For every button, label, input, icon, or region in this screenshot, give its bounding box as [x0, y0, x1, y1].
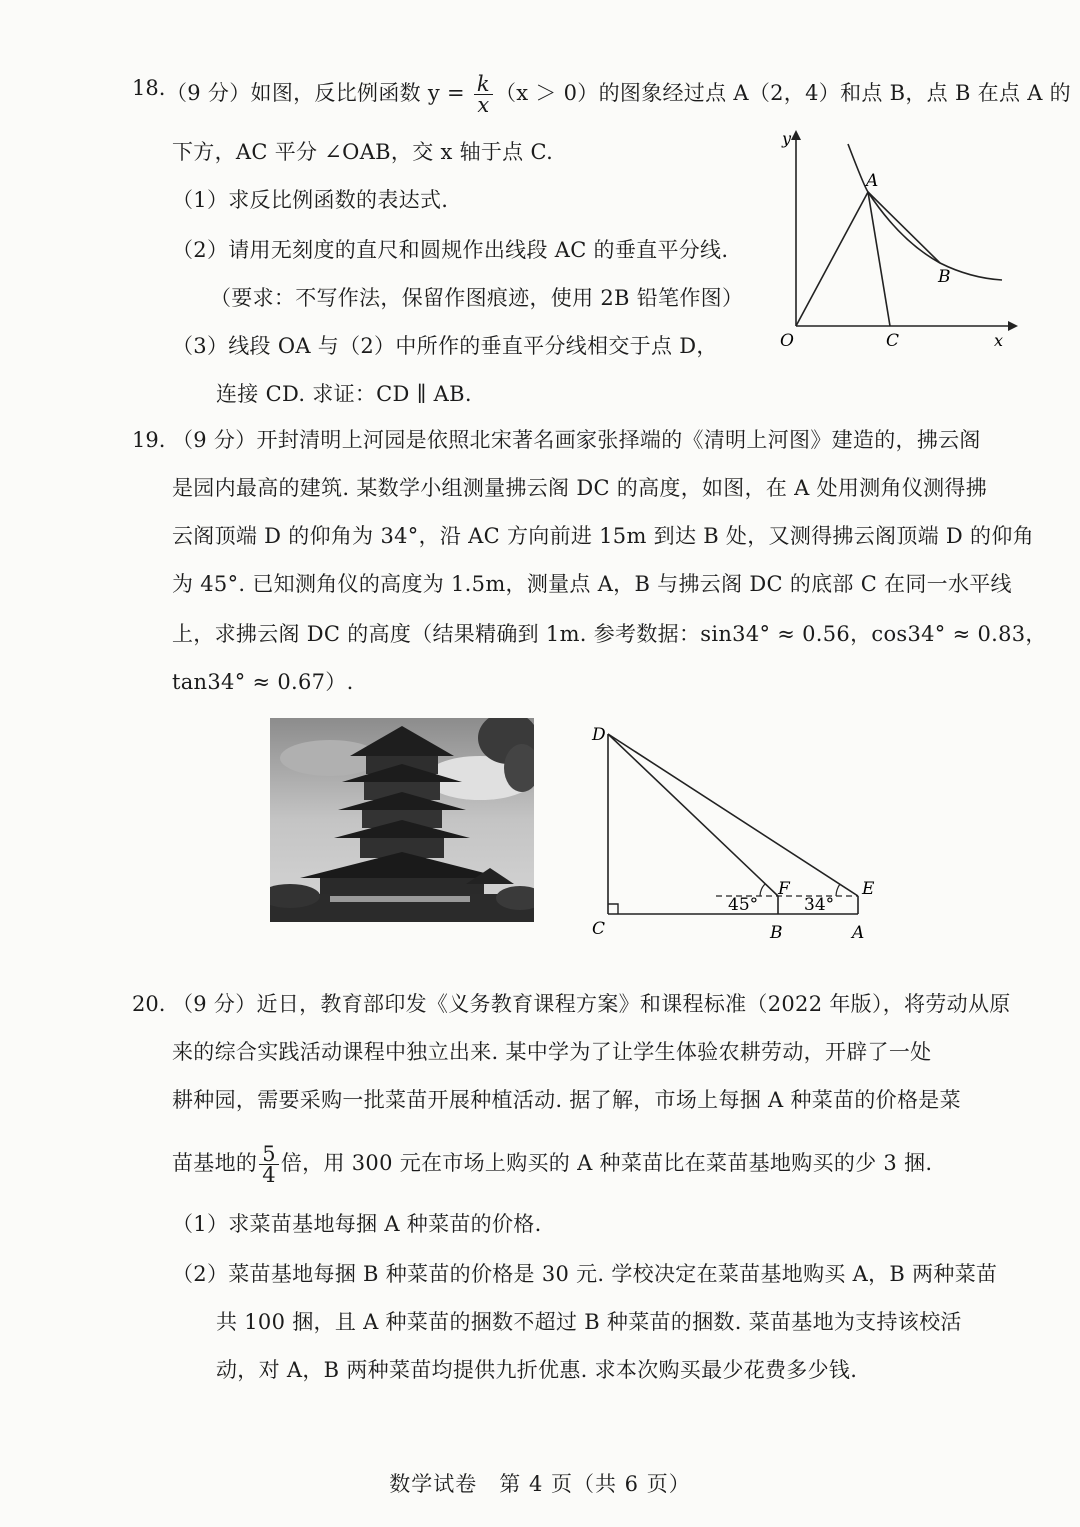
question-20-line-1: （9 分）近日，教育部印发《义务教育课程方案》和课程标准（2022 年版），将劳动从原	[172, 992, 1011, 1016]
question-19-line-5: 上，求拂云阁 DC 的高度（结果精确到 1m. 参考数据：sin34° ≈ 0.56，cos34° ≈ 0.83，	[172, 622, 1047, 646]
label-D: D	[592, 725, 606, 745]
question-18-text-b: （x ＞ 0）的图象经过点 A（2，4）和点 B，点 B 在点 A 的	[494, 81, 1071, 105]
x-axis-arrow	[1008, 321, 1018, 331]
question-20-line-3: 耕种园，需要采购一批菜苗开展种植活动. 据了解，市场上每捆 A 种菜苗的价格是菜	[172, 1088, 961, 1112]
angle-arc-34	[836, 884, 840, 896]
question-19-number: 19.	[132, 428, 166, 452]
question-18-number: 18.	[132, 76, 166, 100]
question-18-line-2: 下方，AC 平分 ∠OAB，交 x 轴于点 C.	[172, 140, 554, 164]
fraction-denominator: x	[477, 93, 490, 117]
label-O: O	[780, 331, 794, 351]
page-footer: 数学试卷 第 4 页（共 6 页）	[389, 1472, 691, 1496]
question-18-part-2-requirement: （要求：不写作法，保留作图痕迹，使用 2B 铅笔作图）	[210, 286, 744, 310]
fraction-k-over-x	[474, 74, 493, 115]
sight-line-DE	[608, 734, 858, 896]
fraction-numerator: k	[474, 74, 493, 95]
label-C: C	[592, 919, 606, 939]
question-19-line-4: 为 45°. 已知测角仪的高度为 1.5m，测量点 A，B 与拂云阁 DC 的底部 C 在同一水平线	[172, 572, 1012, 596]
question-20-line-4	[172, 1144, 932, 1185]
label-A: A	[852, 923, 865, 942]
label-angle-45: 45°	[728, 895, 759, 915]
label-A: A	[866, 171, 879, 191]
question-20-part-2-line-2: 共 100 捆，且 A 种菜苗的捆数不超过 B 种菜苗的捆数. 菜苗基地为支持该校活	[216, 1310, 962, 1334]
pavilion-photo	[270, 718, 534, 922]
question-18-part-2: （2）请用无刻度的直尺和圆规作出线段 AC 的垂直平分线.	[172, 238, 729, 262]
segment-OA	[796, 192, 868, 326]
angle-arc-45	[760, 884, 765, 896]
question-20-text-b: 倍，用 300 元在市场上购买的 A 种菜苗比在菜苗基地购买的少 3 捆.	[280, 1151, 933, 1175]
question-18-text-a: （9 分）如图，反比例函数 y =	[166, 81, 472, 105]
question-18-part-1: （1）求反比例函数的表达式.	[172, 188, 449, 212]
question-18-part-3-continued: 连接 CD. 求证：CD ∥ AB.	[216, 382, 472, 406]
label-B: B	[770, 923, 783, 942]
figure-inverse-function-graph	[760, 126, 1020, 356]
question-19-line-6: tan34° ≈ 0.67）.	[172, 670, 354, 694]
label-y: y	[782, 129, 792, 148]
question-20-text-a: 苗基地的	[172, 1151, 258, 1175]
figure-height-measurement	[586, 720, 886, 942]
question-19-line-1: （9 分）开封清明上河园是依照北宋著名画家张择端的《清明上河图》建造的，拂云阁	[172, 428, 981, 452]
label-angle-34: 34°	[804, 895, 835, 915]
right-angle-mark	[608, 904, 618, 914]
question-19-line-2: 是园内最高的建筑. 某数学小组测量拂云阁 DC 的高度，如图，在 A 处用测角仪测得拂	[172, 476, 988, 500]
fraction-denominator: 4	[262, 1163, 276, 1187]
question-20-number: 20.	[132, 992, 166, 1016]
question-19-line-3: 云阁顶端 D 的仰角为 34°，沿 AC 方向前进 15m 到达 B 处，又测得拂云阁顶端 D 的仰角	[172, 524, 1034, 548]
label-x: x	[994, 331, 1004, 350]
question-20-part-2-line-3: 动，对 A，B 两种菜苗均提供九折优惠. 求本次购买最少花费多少钱.	[216, 1358, 858, 1382]
question-18-line-1	[166, 74, 1071, 115]
label-E: E	[862, 879, 875, 899]
y-axis-arrow	[791, 130, 801, 140]
fraction-5-over-4	[259, 1144, 279, 1185]
question-20-line-2: 来的综合实践活动课程中独立出来. 某中学为了让学生体验农耕劳动，开辟了一处	[172, 1040, 932, 1064]
question-20-part-2: （2）菜苗基地每捆 B 种菜苗的价格是 30 元. 学校决定在菜苗基地购买 A，B 两种菜苗	[172, 1262, 998, 1286]
fraction-numerator: 5	[259, 1144, 279, 1165]
question-18-part-3: （3）线段 OA 与（2）中所作的垂直平分线相交于点 D，	[172, 334, 718, 358]
label-F: F	[778, 879, 790, 899]
sight-line-DF	[608, 734, 778, 896]
label-C: C	[886, 331, 900, 351]
label-B: B	[938, 267, 951, 287]
segment-AC	[868, 192, 890, 326]
question-20-part-1: （1）求菜苗基地每捆 A 种菜苗的价格.	[172, 1212, 542, 1236]
segment-AB	[868, 192, 940, 263]
